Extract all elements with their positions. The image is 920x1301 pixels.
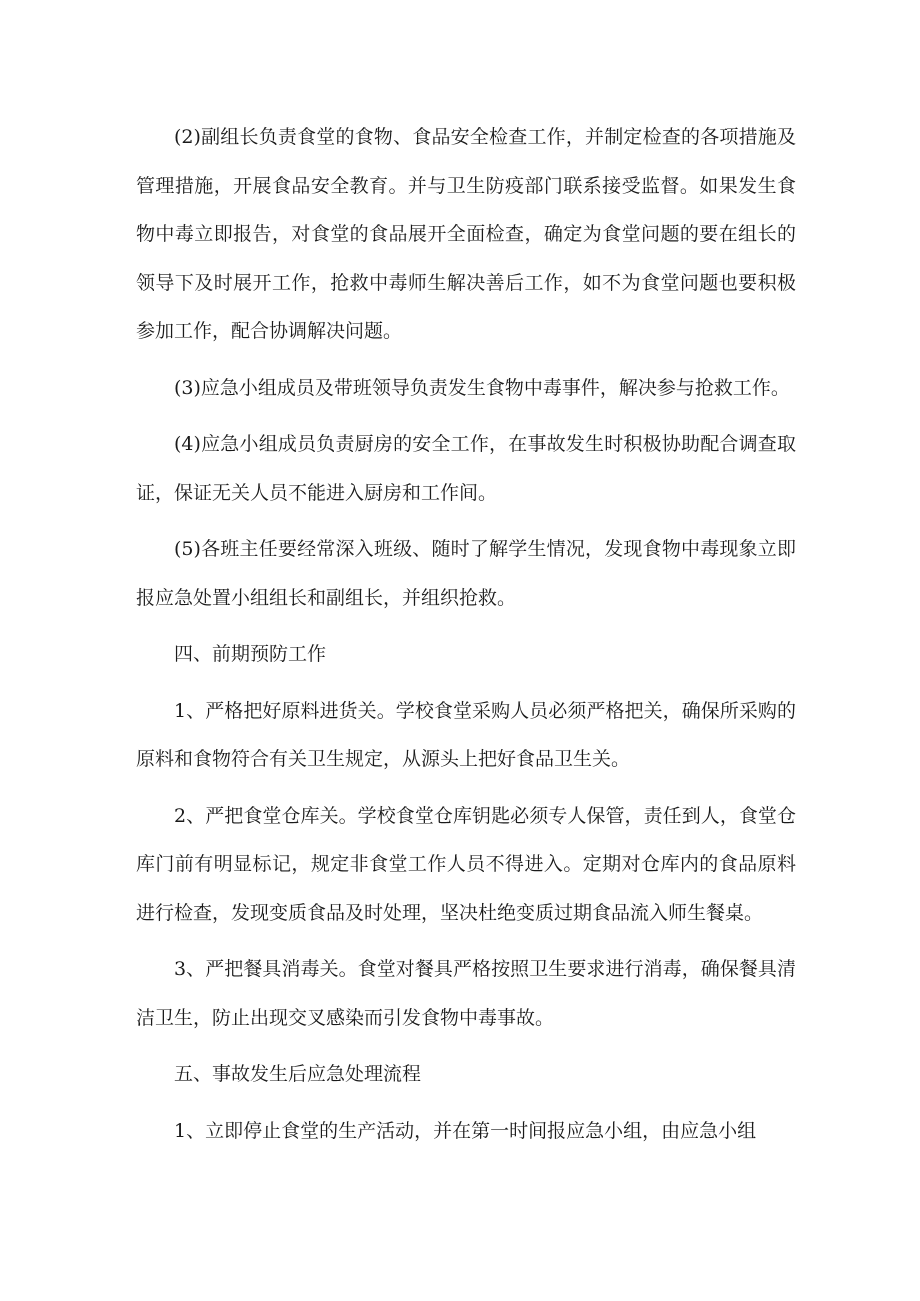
paragraph-kitchen-safety: (4)应急小组成员负责厨房的安全工作，在事故发生时积极协助配合调查取证，保证无关人员不能进入厨房和工作间。 <box>136 433 796 504</box>
paragraph-warehouse-control: 2、严把食堂仓库关。学校食堂仓库钥匙必须专人保管，责任到人，食堂仓库门前有明显标记，规定非食堂工作人员不得进入。定期对仓库内的食品原料进行检查，发现变质食品及时处理，坚决杜绝变质过期食品流入师生餐桌。 <box>136 804 796 924</box>
paragraph-stop-production: 1、立即停止食堂的生产活动，并在第一时间报应急小组，由应急小组 <box>174 1119 757 1142</box>
paragraph-purchasing-control: 1、严格把好原料进货关。学校食堂采购人员必须严格把关，确保所采购的原料和食物符合有关卫生规定，从源头上把好食品卫生关。 <box>136 699 796 770</box>
document-body <box>136 113 796 1163</box>
section-heading-prevention: 四、前期预防工作 <box>174 643 327 665</box>
paragraph-vice-leader-duties: (2)副组长负责食堂的食物、食品安全检查工作，并制定检查的各项措施及管理措施，开展食品安全教育。并与卫生防疫部门联系接受监督。如果发生食物中毒立即报告，对食堂的食品展开全面检查，确定为食堂问题的要在组长的领导下及时展开工作，抢救中毒师生解决善后工作，如不为食堂问题也要积极参加工作，配合协调解决问题。 <box>136 126 796 342</box>
section-heading-emergency-process: 五、事故发生后应急处理流程 <box>174 1063 422 1085</box>
paragraph-tableware-disinfection: 3、严把餐具消毒关。食堂对餐具严格按照卫生要求进行消毒，确保餐具清洁卫生，防止出现交叉感染而引发食物中毒事故。 <box>136 958 796 1029</box>
paragraph-class-teachers: (5)各班主任要经常深入班级、随时了解学生情况，发现食物中毒现象立即报应急处置小组组长和副组长，并组织抢救。 <box>136 538 796 609</box>
paragraph-team-members-rescue: (3)应急小组成员及带班领导负责发生食物中毒事件，解决参与抢救工作。 <box>174 376 790 399</box>
